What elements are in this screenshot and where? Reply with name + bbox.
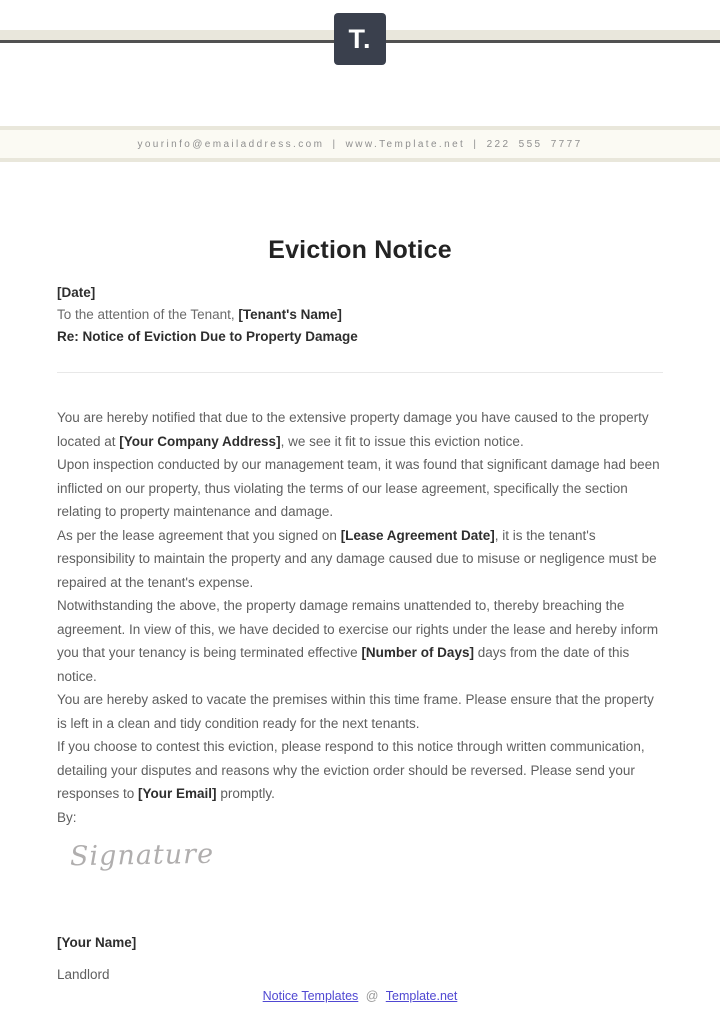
date-placeholder: [Date]: [57, 285, 96, 300]
body-paragraph: Notwithstanding the above, the property damage remains unattended to, thereby breaching the agreement. In view of this, we have decided to exercise our rights under the lease and hereby inform you that your tenancy is being terminated effective [Number of Days] days from the date of this notice.: [57, 598, 659, 684]
brand-logo: [334, 13, 386, 65]
letter-body: [57, 406, 663, 829]
contact-info: yourinfo@emailaddress.com | www.Template.net | 222 555 7777: [137, 138, 583, 150]
section-divider: [57, 372, 663, 373]
body-paragraph: As per the lease agreement that you signed on [Lease Agreement Date], it is the tenant's responsibility to maintain the property and any damage caused due to misuse or negligence must be repaired at the tenant's expense.: [57, 527, 657, 590]
body-paragraph: By:: [57, 809, 77, 825]
footer-link-template-net[interactable]: Template.net: [385, 989, 458, 1003]
body-paragraph: You are hereby asked to vacate the premises within this time frame. Please ensure that the property is left in a clean and tidy condition ready for the next tenants.: [57, 692, 654, 731]
attention-line: To the attention of the Tenant, [Tenant's Name]: [57, 307, 342, 322]
footer-link-notice-templates[interactable]: Notice Templates: [262, 989, 359, 1003]
body-paragraph: You are hereby notified that due to the extensive property damage you have caused to the property located at [Your Company Address], we see it fit to issue this eviction notice.: [57, 410, 649, 449]
page-title: Eviction Notice: [268, 236, 452, 264]
signer-role: Landlord: [57, 967, 110, 982]
footer: [0, 989, 720, 1003]
signer-name-placeholder: [Your Name]: [57, 935, 137, 950]
signature-script: Signature: [69, 838, 215, 873]
body-paragraph: Upon inspection conducted by our management team, it was found that significant damage had been inflicted on our property, thus violating the terms of our lease agreement, specifically the section relating to property maintenance and damage.: [57, 457, 660, 519]
body-paragraph: If you choose to contest this eviction, please respond to this notice through written communication, detailing your disputes and reasons why the eviction order should be reversed. Please send your responses to [Your Email] promptly.: [57, 739, 645, 801]
footer-separator: @: [365, 989, 379, 1003]
subject-line: Re: Notice of Eviction Due to Property Damage: [57, 329, 358, 344]
contact-strip: [0, 126, 720, 162]
letter-meta: [57, 282, 663, 348]
brand-logo-text: T.: [348, 23, 372, 54]
